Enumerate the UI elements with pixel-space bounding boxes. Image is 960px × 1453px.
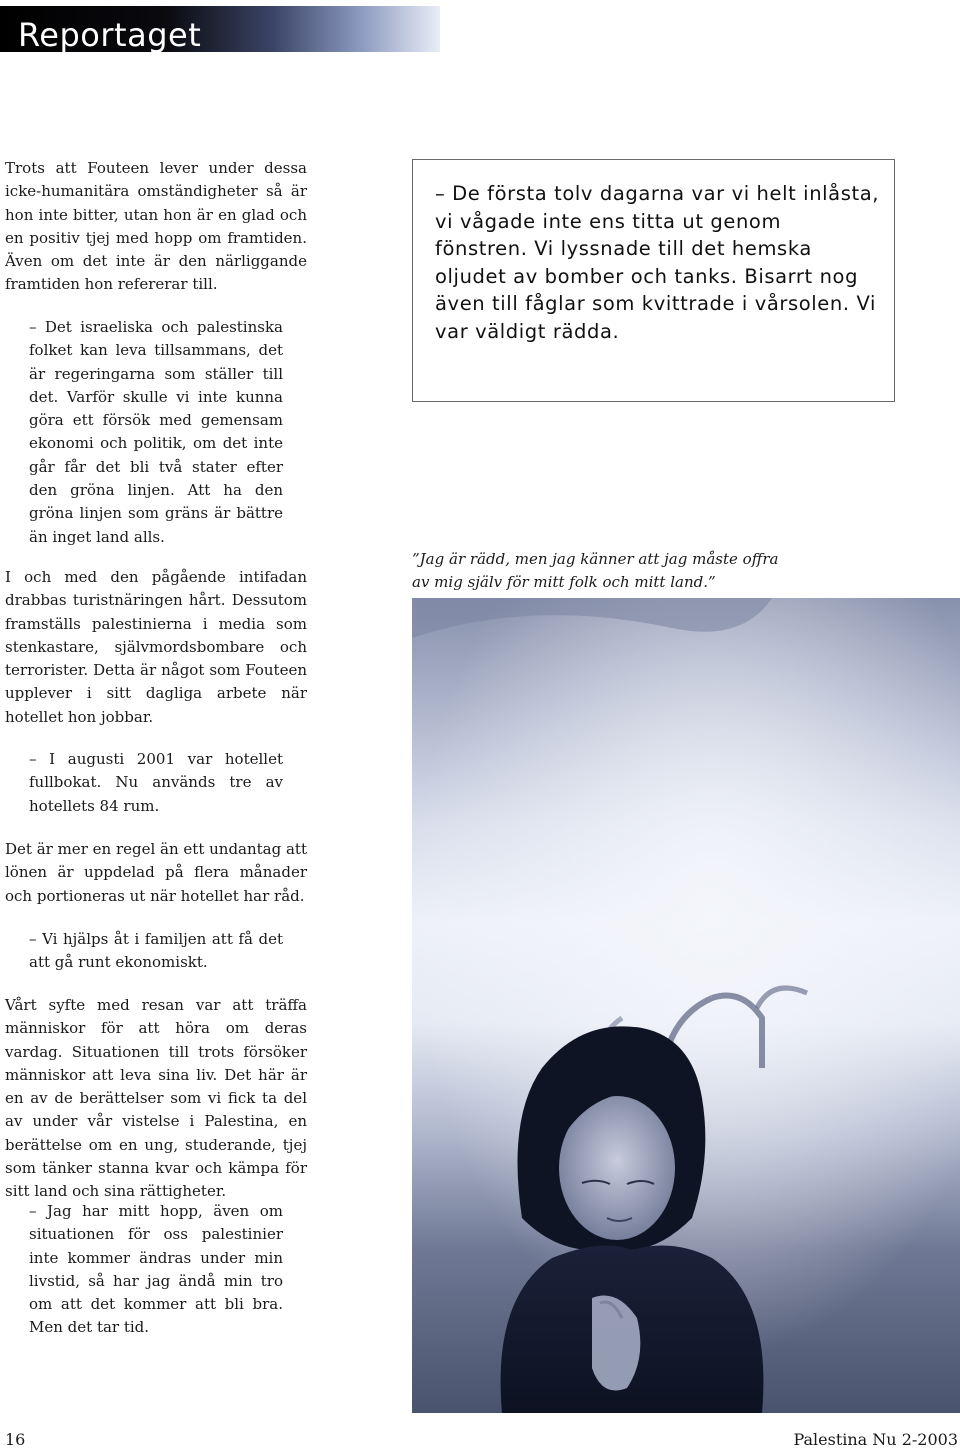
page-number: 16 bbox=[5, 1430, 26, 1449]
section-header-bar bbox=[0, 6, 440, 52]
quote-paragraph: – Jag har mitt hopp, även om situationen för oss palestinier inte kommer ändras under min livstid, så har jag ändå min tro om att det kommer att bli bra. Men det tar tid. bbox=[29, 1202, 283, 1337]
portrait-photo bbox=[412, 598, 960, 1413]
quote-paragraph: – Vi hjälps åt i familjen att få det att gå runt ekonomiskt. bbox=[29, 930, 283, 972]
body-paragraph: Vårt syfte med resan var att träffa människor för att höra om deras vardag. Situationen till trots försöker människor att leva sina liv. Det här är en av de berättelser som vi fick ta del av under vår vistelse i Palestina, en berättelse om en ung, studerande, tjej som tänker stanna kvar och kämpa för sitt land och sina rättigheter. bbox=[5, 996, 307, 1201]
quote-paragraph: – I augusti 2001 var hotellet fullbokat. Nu används tre av hotellets 84 rum. bbox=[29, 750, 283, 815]
pull-quote-box bbox=[412, 159, 895, 402]
photo-caption: ”Jag är rädd, men jag känner att jag måste offra av mig själv för mitt folk och mitt land.” bbox=[412, 550, 779, 591]
article-body bbox=[5, 157, 307, 1340]
magazine-issue: Palestina Nu 2-2003 bbox=[793, 1430, 958, 1449]
body-paragraph: Trots att Fouteen lever under dessa icke-humanitära omständigheter så är hon inte bitter, utan hon är en glad och en positiv tjej med hopp om framtiden. Även om det inte är den närliggande framtiden hon refererar till. bbox=[5, 159, 307, 294]
body-paragraph: I och med den pågående intifadan drabbas turistnäringen hårt. Dessutom framställs palestinierna i media som stenkastare, självmordsbombare och terrorister. Detta är något som Fouteen upplever i sitt dagliga arbete när hotellet hon jobbar. bbox=[5, 568, 307, 726]
pull-quote-text: – De första tolv dagarna var vi helt inlåsta, vi vågade inte ens titta ut genom fönstren. Vi lyssnade till det hemska oljudet av bomber och tanks. Bisarrt nog även till fåglar som kvittrade i vårsolen. Vi var väldigt rädda. bbox=[435, 182, 880, 343]
portrait-illustration bbox=[412, 598, 960, 1413]
section-title: Reportaget bbox=[18, 16, 202, 54]
body-paragraph: Det är mer en regel än ett undantag att lönen är uppdelad på flera månader och portioneras ut när hotellet har råd. bbox=[5, 840, 307, 905]
quote-paragraph: – Det israeliska och palestinska folket kan leva tillsammans, det är regeringarna som ställer till det. Varför skulle vi inte kunna göra ett försök med gemensam ekonomi och politik, om det inte går får det bli två stater efter den gröna linjen. Att ha den gröna linjen som gräns är bättre än inget land alls. bbox=[29, 318, 283, 546]
